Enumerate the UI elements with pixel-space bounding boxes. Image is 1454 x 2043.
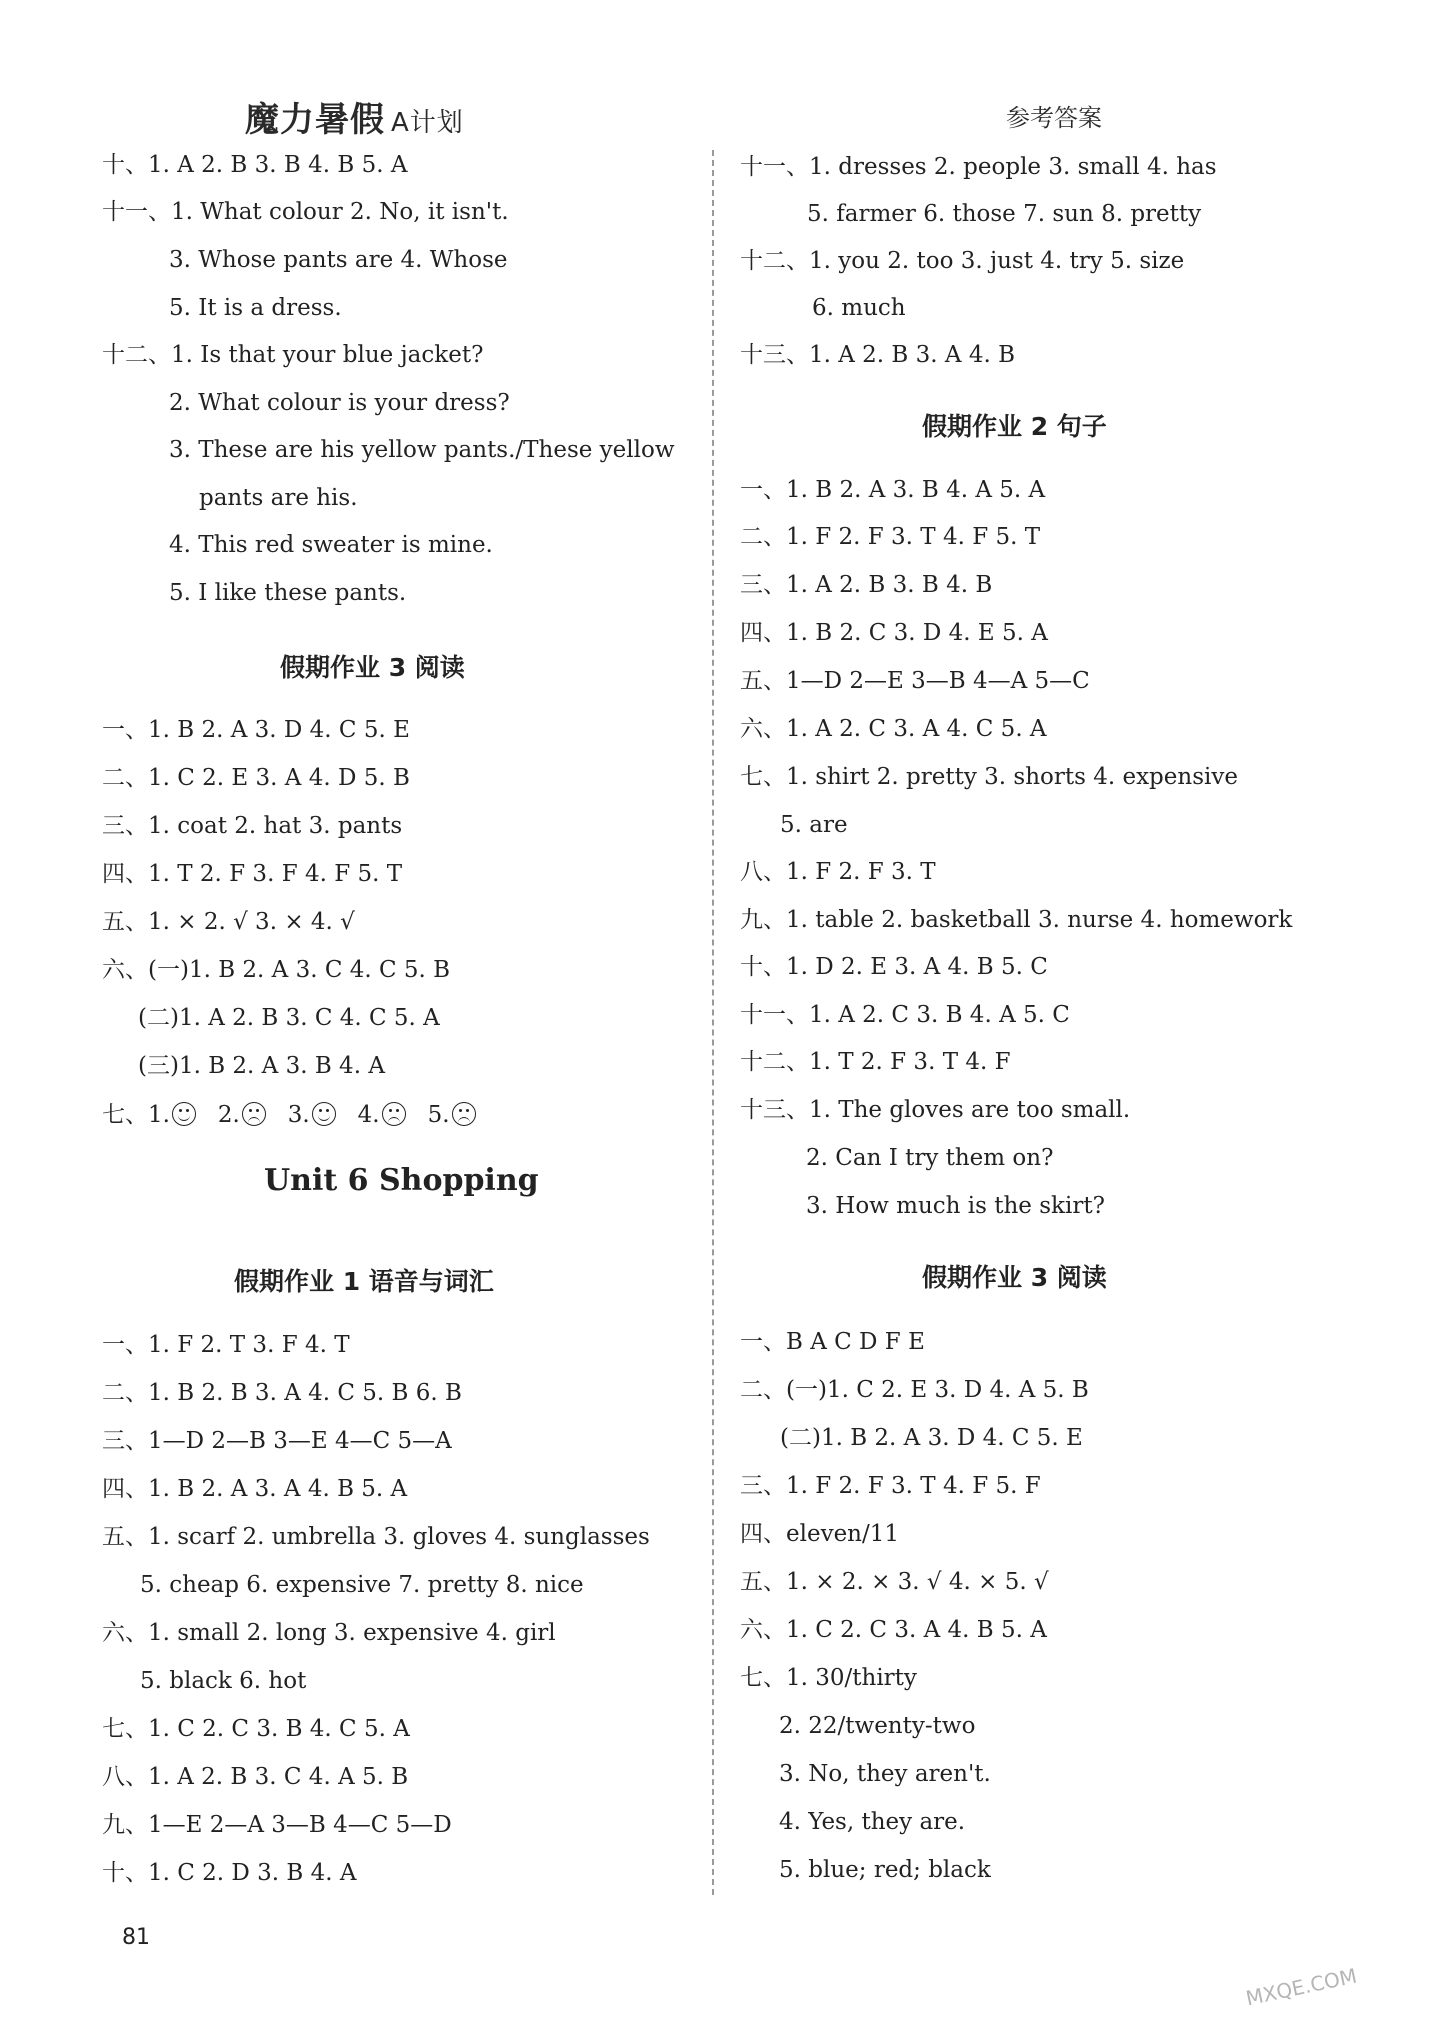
answer-line: 5. cheap 6. expensive 7. pretty 8. nice bbox=[140, 1572, 584, 1598]
answer-line: pants are his. bbox=[199, 485, 358, 511]
answer-line: 5. It is a dress. bbox=[169, 295, 342, 321]
answer-key-title: 参考答案 bbox=[1006, 104, 1102, 132]
section-heading: 假期作业 3 阅读 bbox=[280, 653, 465, 682]
answer-line: 六、(一)1. B 2. A 3. C 4. C 5. B bbox=[102, 957, 451, 983]
face-item bbox=[218, 1102, 266, 1128]
answer-line: 三、1. coat 2. hat 3. pants bbox=[102, 813, 403, 839]
answer-line: 4. This red sweater is mine. bbox=[169, 532, 493, 558]
answer-line: (三)1. B 2. A 3. B 4. A bbox=[138, 1053, 385, 1079]
answer-line: 十二、1. T 2. F 3. T 4. F bbox=[740, 1049, 1011, 1075]
watermark: MXQE.COM bbox=[1243, 1963, 1359, 2011]
answer-line: 五、1. × 2. √ 3. × 4. √ bbox=[102, 909, 355, 935]
face-item-number: 4. bbox=[357, 1102, 380, 1128]
answer-line: 十二、1. you 2. too 3. just 4. try 5. size bbox=[740, 248, 1185, 274]
sad-face-icon bbox=[452, 1102, 476, 1126]
answer-line: (二)1. A 2. B 3. C 4. C 5. A bbox=[138, 1005, 440, 1031]
face-item bbox=[428, 1102, 476, 1128]
answer-line: 十二、1. Is that your blue jacket? bbox=[102, 342, 484, 368]
page-number: 81 bbox=[122, 1925, 150, 1950]
answer-line: 三、1. F 2. F 3. T 4. F 5. F bbox=[740, 1473, 1041, 1499]
answer-line: 3. How much is the skirt? bbox=[806, 1193, 1105, 1219]
answer-line: 2. What colour is your dress? bbox=[169, 390, 510, 416]
unit-title: Unit 6 Shopping bbox=[264, 1163, 539, 1198]
answer-line: 十、1. A 2. B 3. B 4. B 5. A bbox=[102, 152, 408, 178]
answer-line: 二、1. F 2. F 3. T 4. F 5. T bbox=[740, 524, 1041, 550]
answer-line: 5. black 6. hot bbox=[140, 1668, 307, 1694]
answer-line: 四、1. B 2. C 3. D 4. E 5. A bbox=[740, 620, 1048, 646]
answer-line: 一、B A C D F E bbox=[740, 1329, 925, 1355]
answer-line: 一、1. B 2. A 3. B 4. A 5. A bbox=[740, 477, 1046, 503]
answer-line: 七、1. 30/thirty bbox=[740, 1665, 917, 1691]
answer-line: 九、1—E 2—A 3—B 4—C 5—D bbox=[102, 1812, 452, 1838]
answer-line: 九、1. table 2. basketball 3. nurse 4. homework bbox=[740, 907, 1293, 933]
face-item bbox=[288, 1102, 336, 1128]
brand-subtitle: A计划 bbox=[391, 108, 464, 138]
answer-line: 四、1. T 2. F 3. F 4. F 5. T bbox=[102, 861, 403, 887]
face-item-number: 2. bbox=[217, 1102, 240, 1128]
answer-line: 三、1—D 2—B 3—E 4—C 5—A bbox=[102, 1428, 452, 1454]
answer-line: 八、1. F 2. F 3. T bbox=[740, 859, 936, 885]
section-heading: 假期作业 2 句子 bbox=[922, 412, 1107, 441]
brand-title: 魔力暑假 bbox=[245, 100, 385, 140]
answer-line: 二、(一)1. C 2. E 3. D 4. A 5. B bbox=[740, 1377, 1089, 1403]
face-item-number: 5. bbox=[427, 1102, 450, 1128]
sad-face-icon bbox=[382, 1102, 406, 1126]
answer-line: 七、1. shirt 2. pretty 3. shorts 4. expensive bbox=[740, 764, 1238, 790]
face-item-number: 3. bbox=[287, 1102, 310, 1128]
answer-line: 3. No, they aren't. bbox=[779, 1761, 991, 1787]
answer-line: 四、1. B 2. A 3. A 4. B 5. A bbox=[102, 1476, 408, 1502]
answer-line: (二)1. B 2. A 3. D 4. C 5. E bbox=[780, 1425, 1083, 1451]
answer-line: 八、1. A 2. B 3. C 4. A 5. B bbox=[102, 1764, 409, 1790]
answer-line: 十一、1. What colour 2. No, it isn't. bbox=[102, 199, 509, 225]
answer-line: 5. blue; red; black bbox=[779, 1857, 991, 1883]
happy-face-icon bbox=[312, 1102, 336, 1126]
answer-line: 2. Can I try them on? bbox=[806, 1145, 1054, 1171]
face-item bbox=[358, 1102, 406, 1128]
answer-line: 五、1. scarf 2. umbrella 3. gloves 4. sunglasses bbox=[102, 1524, 650, 1550]
answer-line: 七、1. C 2. C 3. B 4. C 5. A bbox=[102, 1716, 410, 1742]
answer-line: 5. I like these pants. bbox=[169, 580, 407, 606]
question-number: 七、 bbox=[102, 1102, 148, 1128]
answer-line: 十一、1. A 2. C 3. B 4. A 5. C bbox=[740, 1002, 1070, 1028]
answer-line: 二、1. B 2. B 3. A 4. C 5. B 6. B bbox=[102, 1380, 462, 1406]
face-answer-line bbox=[102, 1100, 476, 1130]
section-heading: 假期作业 1 语音与词汇 bbox=[234, 1267, 494, 1296]
answer-line: 十、1. C 2. D 3. B 4. A bbox=[102, 1860, 357, 1886]
answer-line: 4. Yes, they are. bbox=[779, 1809, 966, 1835]
answer-line: 三、1. A 2. B 3. B 4. B bbox=[740, 572, 993, 598]
answer-line: 6. much bbox=[812, 295, 906, 321]
header-brand bbox=[245, 92, 464, 141]
answer-line: 一、1. B 2. A 3. D 4. C 5. E bbox=[102, 717, 410, 743]
answer-line: 十、1. D 2. E 3. A 4. B 5. C bbox=[740, 954, 1048, 980]
answer-line: 十三、1. A 2. B 3. A 4. B bbox=[740, 342, 1015, 368]
answer-line: 四、eleven/11 bbox=[740, 1521, 900, 1547]
answer-line: 二、1. C 2. E 3. A 4. D 5. B bbox=[102, 765, 410, 791]
answer-line: 一、1. F 2. T 3. F 4. T bbox=[102, 1332, 350, 1358]
answer-line: 5. are bbox=[780, 812, 848, 838]
section-heading: 假期作业 3 阅读 bbox=[922, 1263, 1107, 1292]
answer-line: 六、1. A 2. C 3. A 4. C 5. A bbox=[740, 716, 1047, 742]
answer-line: 十一、1. dresses 2. people 3. small 4. has bbox=[740, 154, 1217, 180]
answer-line: 六、1. C 2. C 3. A 4. B 5. A bbox=[740, 1617, 1047, 1643]
column-divider bbox=[712, 150, 714, 1895]
answer-line: 3. These are his yellow pants./These yellow bbox=[169, 437, 675, 463]
answer-line: 五、1—D 2—E 3—B 4—A 5—C bbox=[740, 668, 1090, 694]
answer-line: 5. farmer 6. those 7. sun 8. pretty bbox=[807, 201, 1202, 227]
answer-line: 十三、1. The gloves are too small. bbox=[740, 1097, 1131, 1123]
answer-line: 2. 22/twenty-two bbox=[779, 1713, 976, 1739]
answer-line: 五、1. × 2. × 3. √ 4. × 5. √ bbox=[740, 1569, 1049, 1595]
answer-line: 3. Whose pants are 4. Whose bbox=[169, 247, 508, 273]
face-item-number: 1. bbox=[148, 1102, 170, 1128]
face-item bbox=[148, 1102, 196, 1128]
answer-line: 六、1. small 2. long 3. expensive 4. girl bbox=[102, 1620, 556, 1646]
happy-face-icon bbox=[172, 1102, 196, 1126]
sad-face-icon bbox=[242, 1102, 266, 1126]
